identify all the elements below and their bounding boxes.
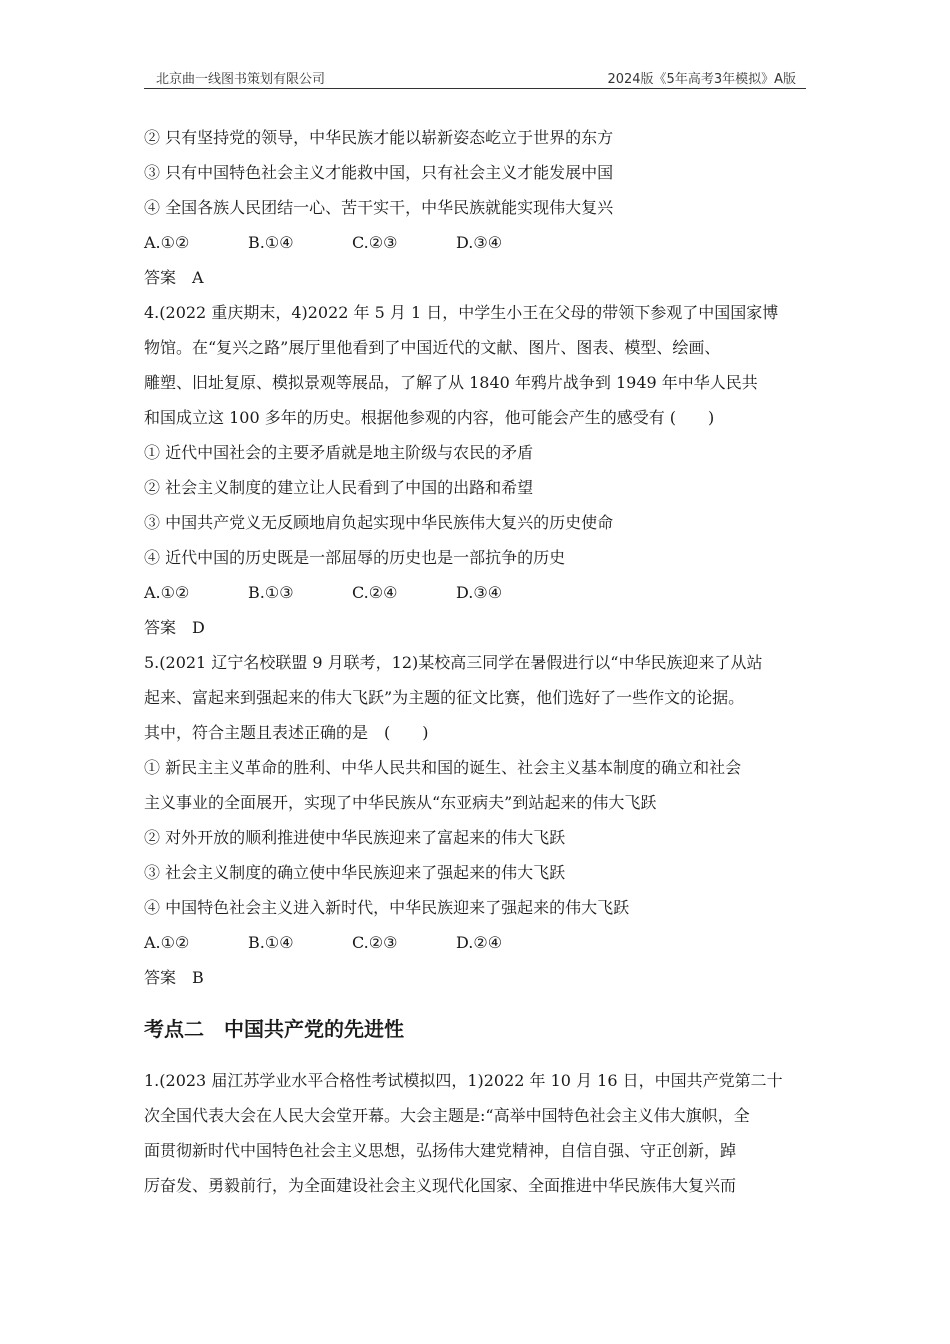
question-stem: 厉奋发、勇毅前行，为全面建设社会主义现代化国家、全面推进中华民族伟大复兴而 [144, 1176, 737, 1195]
option-statement: ① 新民主主义革命的胜利、中华人民共和国的诞生、社会主义基本制度的确立和社会 [144, 758, 742, 777]
option-statement: ① 近代中国社会的主要矛盾就是地主阶级与农民的矛盾 [144, 443, 534, 462]
option-statement: ④ 近代中国的历史既是一部屈辱的历史也是一部抗争的历史 [144, 548, 566, 567]
question-stem: 物馆。在“复兴之路”展厅里他看到了中国近代的文献、图片、图表、模型、绘画、 [144, 338, 721, 357]
section-heading: 考点二 中国共产党的先进性 [144, 1017, 404, 1041]
answer-key: 答案 B [144, 968, 204, 987]
document-body [144, 120, 810, 1203]
question-stem: 次全国代表大会在人民大会堂开幕。大会主题是:“高举中国特色社会主义伟大旗帜，全 [144, 1106, 750, 1125]
question-stem: 4.(2022 重庆期末，4)2022 年 5 月 1 日，中学生小王在父母的带领下参观了中国国家博 [144, 303, 779, 322]
question-stem: 雕塑、旧址复原、模拟景观等展品，了解了从 1840 年鸦片战争到 1949 年中华人民共 [144, 373, 758, 392]
choice-d: D.③④ [456, 583, 503, 602]
answer-key: 答案 A [144, 268, 204, 287]
option-statement: ③ 只有中国特色社会主义才能救中国，只有社会主义才能发展中国 [144, 163, 614, 182]
choice-d: D.③④ [456, 233, 503, 252]
choice-c: C.②③ [352, 233, 398, 252]
choice-d: D.②④ [456, 933, 503, 952]
publisher-name: 北京曲一线图书策划有限公司 [156, 72, 326, 87]
choice-a: A.①② [144, 583, 190, 602]
question-stem: 其中，符合主题且表述正确的是 ( ) [144, 723, 429, 742]
question-stem: 面贯彻新时代中国特色社会主义思想，弘扬伟大建党精神，自信自强、守正创新，踔 [144, 1141, 737, 1160]
option-statement: ④ 中国特色社会主义进入新时代，中华民族迎来了强起来的伟大飞跃 [144, 898, 630, 917]
question-stem: 起来、富起来到强起来的伟大飞跃”为主题的征文比赛，他们选好了一些作文的论据。 [144, 688, 745, 707]
option-statement: ③ 社会主义制度的确立使中华民族迎来了强起来的伟大飞跃 [144, 863, 566, 882]
question-stem: 1.(2023 届江苏学业水平合格性考试模拟四，1)2022 年 10 月 16 日，中国共产党第二十 [144, 1071, 783, 1090]
choice-a: A.①② [144, 933, 190, 952]
answer-key: 答案 D [144, 618, 205, 637]
choice-a: A.①② [144, 233, 190, 252]
choice-c: C.②③ [352, 933, 398, 952]
option-statement: ④ 全国各族人民团结一心、苦干实干，中华民族就能实现伟大复兴 [144, 198, 614, 217]
answer-choices [144, 925, 810, 960]
choice-c: C.②④ [352, 583, 398, 602]
choice-b: B.①④ [248, 933, 294, 952]
answer-choices [144, 575, 810, 610]
question-stem: 和国成立这 100 多年的历史。根据他参观的内容，他可能会产生的感受有 ( ) [144, 408, 715, 427]
choice-b: B.①④ [248, 233, 294, 252]
option-statement: ② 社会主义制度的建立让人民看到了中国的出路和希望 [144, 478, 534, 497]
book-edition: 2024版《5年高考3年模拟》A版 [607, 72, 796, 87]
option-statement: 主义事业的全面展开，实现了中华民族从“东亚病夫”到站起来的伟大飞跃 [144, 793, 657, 812]
page-header [144, 66, 806, 89]
answer-choices [144, 225, 810, 260]
choice-b: B.①③ [248, 583, 294, 602]
option-statement: ② 只有坚持党的领导，中华民族才能以崭新姿态屹立于世界的东方 [144, 128, 614, 147]
option-statement: ③ 中国共产党义无反顾地肩负起实现中华民族伟大复兴的历史使命 [144, 513, 614, 532]
option-statement: ② 对外开放的顺利推进使中华民族迎来了富起来的伟大飞跃 [144, 828, 566, 847]
question-stem: 5.(2021 辽宁名校联盟 9 月联考，12)某校高三同学在暑假进行以“中华民族迎来了从站 [144, 653, 763, 672]
